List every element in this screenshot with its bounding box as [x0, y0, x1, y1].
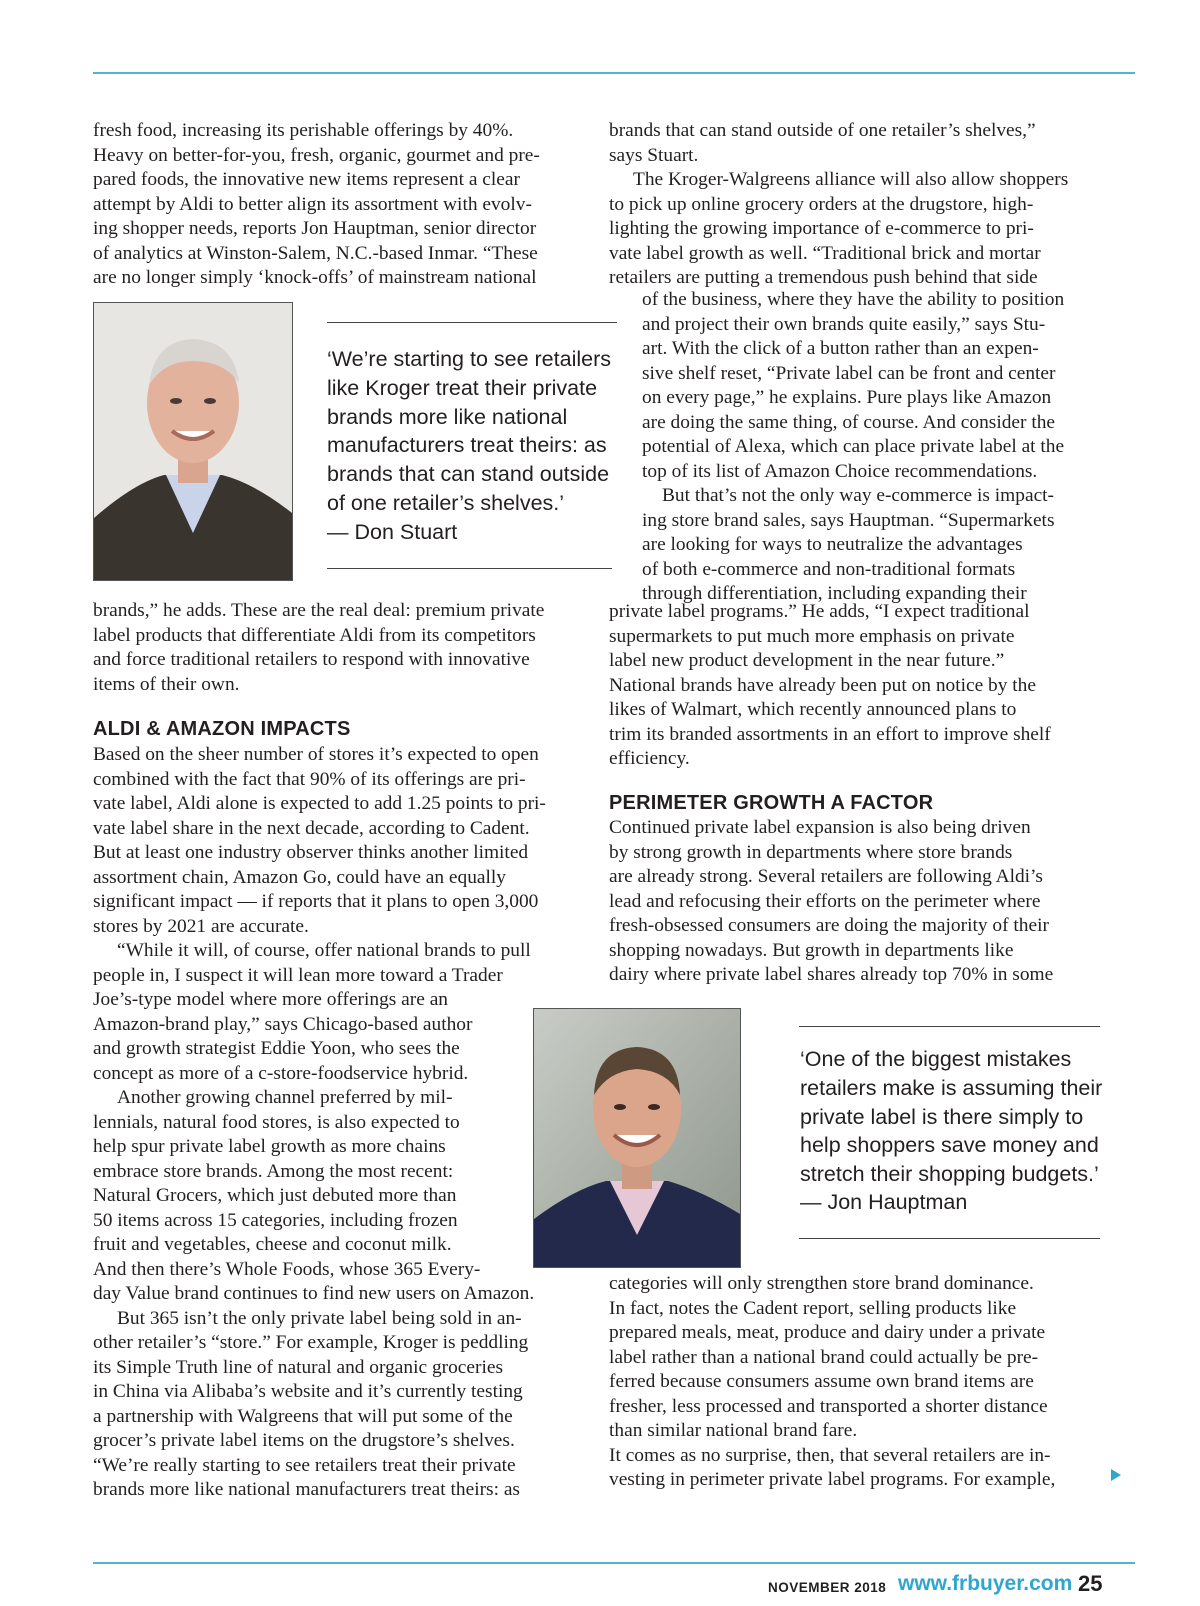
text-line: grocer’s private label items on the drugstore’s shelves. [93, 1430, 515, 1451]
text-line: and force traditional retailers to respond with innovative [93, 649, 530, 670]
text-line: day Value brand continues to find new users on Amazon. [93, 1283, 535, 1304]
quote2-bottom-rule [799, 1238, 1100, 1239]
page-number: 25 [1078, 1571, 1103, 1596]
text-line: items of their own. [93, 673, 240, 695]
col1-body-text [93, 743, 546, 1503]
quote-line: ‘We’re starting to see retailers [327, 347, 611, 371]
text-line: of the business, where they have the ability to position [642, 289, 1065, 310]
text-line: prepared meals, meat, produce and dairy under a private [609, 1322, 1046, 1343]
text-line: And then there’s Whole Foods, whose 365 Every- [93, 1258, 481, 1280]
quote-attribution: — Jon Hauptman [800, 1190, 968, 1214]
text-line: brands,” he adds. These are the real deal: premium private [93, 600, 545, 621]
text-line: Based on the sheer number of stores it’s expected to open [93, 744, 539, 765]
quote1-bottom-rule [327, 568, 612, 569]
text-line: stores by 2021 are accurate. [93, 915, 309, 937]
quote-line: like Kroger treat their private [327, 375, 598, 400]
quote-line: private label is there simply to [800, 1104, 1084, 1129]
text-line: are doing the same thing, of course. And consider the [642, 411, 1056, 433]
text-line: people in, I suspect it will lean more toward a Trader [93, 964, 503, 986]
text-line: to pick up online grocery orders at the drugstore, high- [609, 193, 1034, 215]
jon-hauptman-photo [533, 1008, 741, 1268]
text-line: National brands have already been put on notice by the [609, 674, 1036, 696]
text-line: fresh food, increasing its perishable offerings by 40%. [93, 120, 514, 141]
quote-line: brands that can stand outside [327, 462, 610, 487]
col2-bottom-text [609, 1272, 1055, 1493]
text-line: retailers are putting a tremendous push behind that side [609, 267, 1038, 288]
text-line: embrace store brands. Among the most recent: [93, 1160, 454, 1182]
text-line: and growth strategist Eddie Yoon, who sees the [93, 1038, 460, 1059]
text-line: lighting the growing importance of e-commerce to pri- [609, 218, 1034, 239]
text-line: But 365 isn’t the only private label being sold in an- [117, 1307, 522, 1329]
quote-line: brands more like national [327, 404, 568, 429]
quote-line: of one retailer’s shelves.’ [327, 490, 565, 515]
quote1-top-rule [327, 322, 617, 323]
text-line: lead and refocusing their efforts on the perimeter where [609, 890, 1041, 912]
text-line: “While it will, of course, offer national brands to pull [117, 940, 531, 961]
don-stuart-photo [93, 302, 293, 581]
quote-line: retailers make is assuming their [800, 1075, 1103, 1100]
text-line: vate label, Aldi alone is expected to add 1.25 points to pri- [93, 793, 546, 814]
text-line: trim its branded assortments in an effort to improve shelf [609, 723, 1051, 745]
text-line: vesting in perimeter private label programs. For example, [609, 1469, 1056, 1490]
website-link[interactable]: www.frbuyer.com [898, 1572, 1073, 1595]
text-line: and project their own brands quite easily,” says Stu- [642, 313, 1046, 335]
text-line: vate label growth as well. “Traditional brick and mortar [609, 242, 1041, 264]
text-line: art. With the click of a button rather than an expen- [642, 338, 1039, 359]
text-line: attempt by Aldi to better align its assortment with evolv- [93, 193, 532, 215]
text-line: vate label share in the next decade, according to Cadent. [93, 817, 530, 839]
text-line: pared foods, the innovative new items represent a clear [93, 169, 520, 190]
quote2-top-rule [799, 1026, 1100, 1027]
col2-mid-text [609, 600, 1051, 772]
text-line: “We’re really starting to see retailers treat their private [93, 1454, 516, 1476]
text-line: on every page,” he explains. Pure plays like Amazon [642, 387, 1052, 408]
bottom-rule [93, 1562, 1135, 1564]
top-rule [93, 72, 1135, 74]
text-line: It comes as no surprise, then, that several retailers are in- [609, 1444, 1051, 1466]
pull-quote-stuart [327, 345, 611, 518]
section-heading: PERIMETER GROWTH A FACTOR [609, 792, 934, 814]
col2-wrap-text [642, 288, 1064, 607]
text-line: its Simple Truth line of natural and organic groceries [93, 1356, 504, 1378]
text-line: ing store brand sales, says Hauptman. “Supermarkets [642, 509, 1055, 531]
text-line: lennials, natural food stores, is also expected to [93, 1111, 460, 1133]
text-line: other retailer’s “store.” For example, Kroger is peddling [93, 1332, 529, 1353]
text-line: help spur private label growth as more chains [93, 1136, 446, 1157]
text-line: fruit and vegetables, cheese and coconut milk. [93, 1234, 452, 1255]
text-line: potential of Alexa, which can place private label at the [642, 436, 1065, 457]
text-line: In fact, notes the Cadent report, selling products like [609, 1297, 1017, 1319]
text-line: dairy where private label shares already top 70% in some [609, 964, 1054, 985]
text-line: of both e-commerce and non-traditional formats [642, 558, 1016, 580]
text-line: sive shelf reset, “Private label can be front and center [642, 362, 1056, 384]
text-line: of analytics at Winston-Salem, N.C.-based Inmar. “These [93, 242, 538, 264]
issue-date: NOVEMBER 2018 [768, 1580, 887, 1595]
text-line: ferred because consumers assume own brand items are [609, 1371, 1034, 1392]
col2-top-text [609, 119, 1068, 291]
portrait-icon [94, 303, 292, 580]
text-line: than similar national brand fare. [609, 1420, 858, 1441]
text-line: ing shopper needs, reports Jon Hauptman, senior director [93, 218, 537, 239]
text-line: label new product development in the near future.” [609, 650, 1005, 671]
text-line: shopping nowadays. But growth in departments like [609, 939, 1014, 961]
text-line: categories will only strengthen store brand dominance. [609, 1273, 1034, 1294]
text-line: label products that differentiate Aldi from its competitors [93, 624, 536, 646]
text-line: Joe’s-type model where more offerings are an [93, 989, 449, 1010]
text-line: brands that can stand outside of one retailer’s shelves,” [609, 120, 1036, 141]
text-line: assortment chain, Amazon Go, could have an equally [93, 866, 507, 888]
text-line: top of its list of Amazon Choice recommendations. [642, 460, 1038, 482]
quote-line: help shoppers save money and [800, 1133, 1099, 1158]
text-line: by strong growth in departments where store brands [609, 841, 1013, 863]
text-line: Continued private label expansion is also being driven [609, 817, 1031, 838]
quote-line: manufacturers treat theirs: as [327, 433, 607, 458]
text-line: through differentiation, including expanding their [642, 583, 1027, 604]
text-line: fresher, less processed and transported a shorter distance [609, 1395, 1048, 1417]
text-line: fresh-obsessed consumers are doing the majority of their [609, 915, 1049, 936]
text-line: efficiency. [609, 748, 690, 769]
text-line: combined with the fact that 90% of its offerings are pri- [93, 768, 526, 790]
portrait-icon [534, 1009, 740, 1267]
text-line: are already strong. Several retailers are following Aldi’s [609, 866, 1043, 887]
text-line: significant impact — if reports that it plans to open 3,000 [93, 891, 539, 912]
text-line: private label programs.” He adds, “I expect traditional [609, 601, 1030, 622]
text-line: Heavy on better-for-you, fresh, organic, gourmet and pre- [93, 144, 540, 166]
text-line: in China via Alibaba’s website and it’s currently testing [93, 1381, 523, 1402]
text-line: Another growing channel preferred by mil- [117, 1087, 453, 1108]
col1-top-text [93, 119, 540, 291]
quote-attribution: — Don Stuart [327, 520, 458, 544]
continue-arrow-icon[interactable] [1110, 1468, 1122, 1482]
col2-body-text [609, 816, 1053, 988]
text-line: supermarkets to put much more emphasis on private [609, 625, 1015, 647]
text-line: Amazon-brand play,” says Chicago-based author [93, 1013, 473, 1035]
col1-mid-text [93, 599, 544, 697]
text-line: concept as more of a c-store-foodservice hybrid. [93, 1062, 469, 1084]
text-line: are no longer simply ‘knock-offs’ of mainstream national [93, 267, 537, 288]
quote-line: stretch their shopping budgets.’ [800, 1162, 1099, 1187]
text-line: label rather than a national brand could actually be pre- [609, 1346, 1039, 1368]
pull-quote-hauptman [800, 1045, 1102, 1189]
text-line: The Kroger-Walgreens alliance will also allow shoppers [633, 169, 1069, 190]
quote-line: ‘One of the biggest mistakes [800, 1047, 1072, 1071]
text-line: likes of Walmart, which recently announced plans to [609, 699, 1017, 720]
text-line: But that’s not the only way e-commerce is impact- [662, 485, 1055, 506]
text-line: says Stuart. [609, 144, 699, 166]
text-line: 50 items across 15 categories, including frozen [93, 1209, 458, 1231]
text-line: Natural Grocers, which just debuted more than [93, 1185, 457, 1206]
section-heading: ALDI & AMAZON IMPACTS [93, 718, 351, 740]
text-line: But at least one industry observer thinks another limited [93, 842, 529, 863]
text-line: are looking for ways to neutralize the advantages [642, 534, 1023, 555]
text-line: a partnership with Walgreens that will put some of the [93, 1405, 513, 1427]
text-line: brands more like national manufacturers treat theirs: as [93, 1479, 520, 1500]
